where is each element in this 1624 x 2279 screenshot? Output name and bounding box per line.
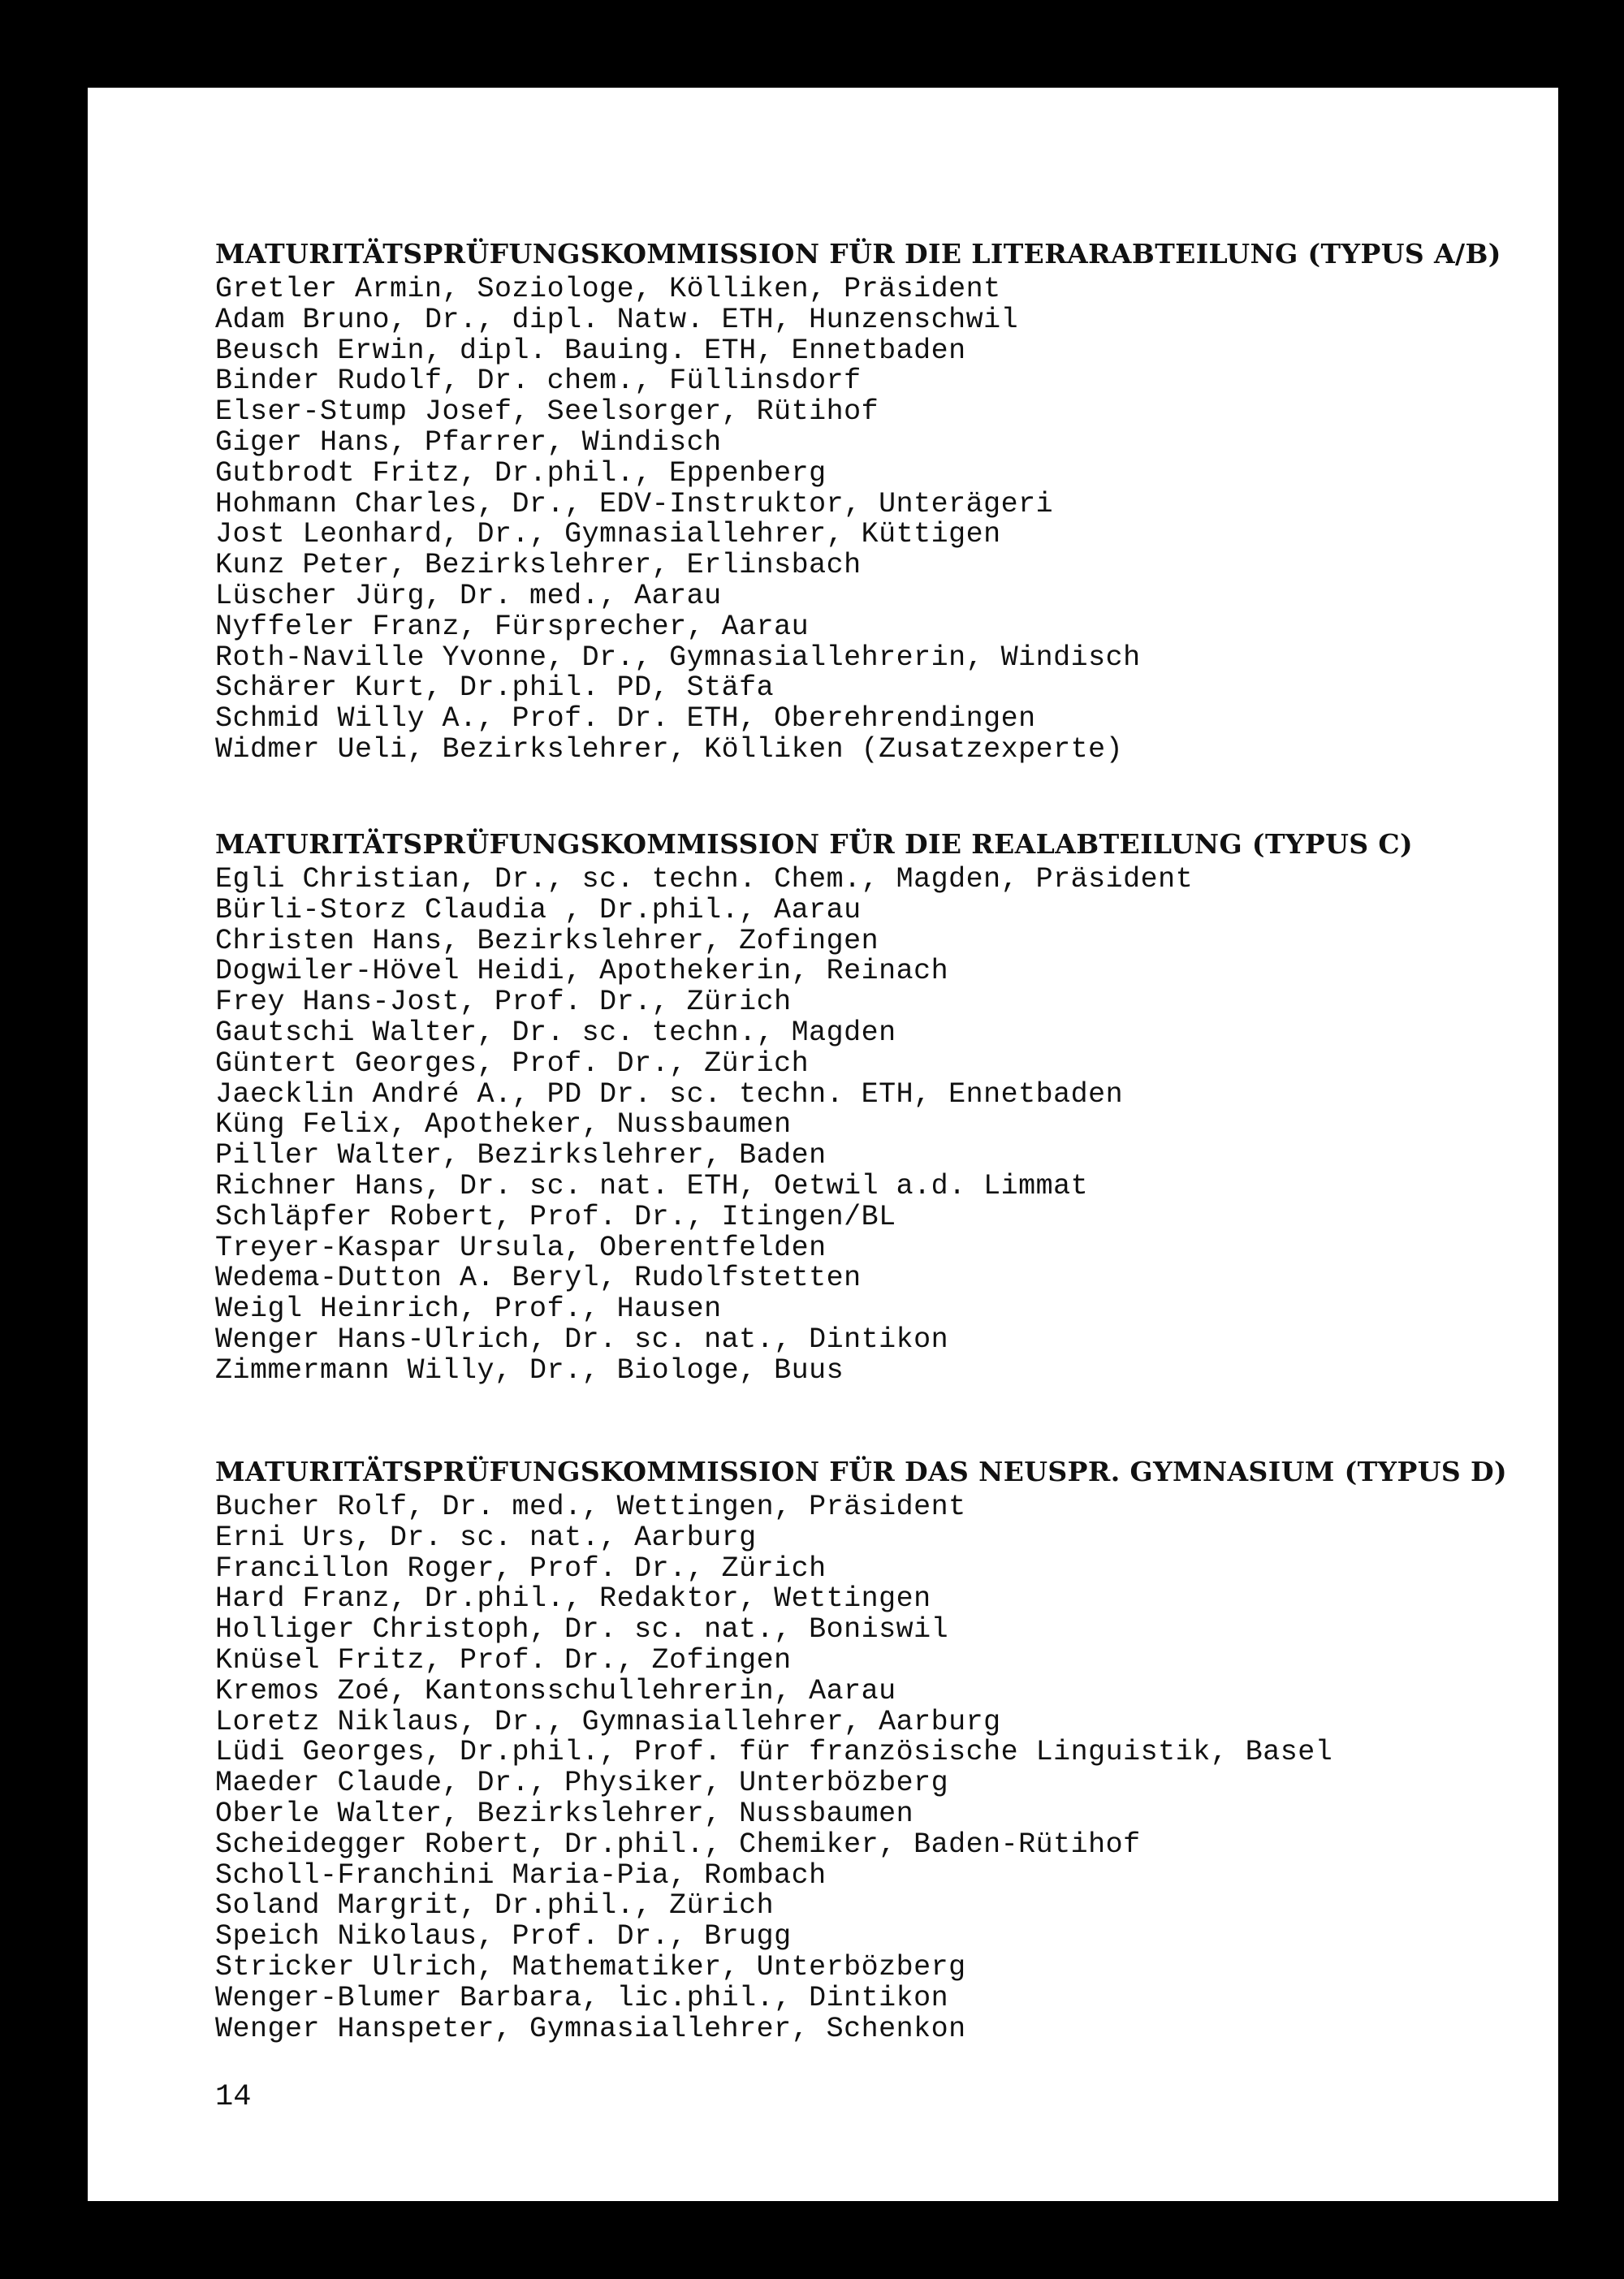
- member-list: [215, 274, 1547, 766]
- member-entry: Holliger Christoph, Dr. sc. nat., Boniswil: [215, 1613, 949, 1647]
- member-entry: Speich Nikolaus, Prof. Dr., Brugg: [215, 1920, 792, 1953]
- member-entry: Kremos Zoé, Kantonsschullehrerin, Aarau: [215, 1674, 896, 1707]
- member-entry: Erni Urs, Dr. sc. nat., Aarburg: [215, 1521, 757, 1554]
- member-entry: Roth-Naville Yvonne, Dr., Gymnasiallehrerin, Windisch: [215, 641, 1141, 674]
- member-entry: Beusch Erwin, dipl. Bauing. ETH, Ennetbaden: [215, 334, 966, 367]
- document-page: [88, 88, 1558, 2201]
- member-entry: Francillon Roger, Prof. Dr., Zürich: [215, 1552, 827, 1585]
- member-entry: Güntert Georges, Prof. Dr., Zürich: [215, 1047, 810, 1080]
- member-entry: Soland Margrit, Dr.phil., Zürich: [215, 1889, 775, 1923]
- member-entry: Wenger Hans-Ulrich, Dr. sc. nat., Dintikon: [215, 1323, 949, 1356]
- member-entry: Lüdi Georges, Dr.phil., Prof. für französische Linguistik, Basel: [215, 1736, 1333, 1769]
- member-entry: Gutbrodt Fritz, Dr.phil., Eppenberg: [215, 456, 827, 490]
- page-number: 14: [215, 2080, 252, 2114]
- member-entry: Weigl Heinrich, Prof., Hausen: [215, 1293, 722, 1326]
- member-entry: Frey Hans-Jost, Prof. Dr., Zürich: [215, 986, 792, 1019]
- member-entry: Gautschi Walter, Dr. sc. techn., Magden: [215, 1016, 896, 1049]
- member-entry: Adam Bruno, Dr., dipl. Natw. ETH, Hunzenschwil: [215, 303, 1019, 336]
- member-entry: Kunz Peter, Bezirkslehrer, Erlinsbach: [215, 549, 862, 582]
- member-entry: Schärer Kurt, Dr.phil. PD, Stäfa: [215, 671, 775, 705]
- section-heading: MATURITÄTSPRÜFUNGSKOMMISSION FÜR DIE REALABTEILUNG (TYPUS C): [215, 828, 1414, 860]
- member-entry: Richner Hans, Dr. sc. nat. ETH, Oetwil a.d. Limmat: [215, 1169, 1089, 1202]
- member-entry: Bucher Rolf, Dr. med., Wettingen, Präsident: [215, 1491, 966, 1523]
- member-entry: Giger Hans, Pfarrer, Windisch: [215, 425, 722, 459]
- member-entry: Knüsel Fritz, Prof. Dr., Zofingen: [215, 1643, 792, 1677]
- member-entry: Widmer Ueli, Bezirkslehrer, Kölliken (Zusatzexperte): [215, 732, 1124, 766]
- member-entry: Jaecklin André A., PD Dr. sc. techn. ETH, Ennetbaden: [215, 1077, 1124, 1111]
- section-heading: MATURITÄTSPRÜFUNGSKOMMISSION FÜR DAS NEUSPR. GYMNASIUM (TYPUS D): [215, 1456, 1508, 1487]
- member-entry: Treyer-Kaspar Ursula, Oberentfelden: [215, 1231, 827, 1264]
- member-list: [215, 865, 1547, 1387]
- member-entry: Egli Christian, Dr., sc. techn. Chem., Magden, Präsident: [215, 863, 1194, 896]
- member-entry: Jost Leonhard, Dr., Gymnasiallehrer, Küttigen: [215, 518, 1001, 551]
- member-entry: Stricker Ulrich, Mathematiker, Unterbözberg: [215, 1950, 966, 1983]
- commission-section-typus-ab: [215, 239, 1547, 766]
- member-entry: Loretz Niklaus, Dr., Gymnasiallehrer, Aarburg: [215, 1705, 1001, 1738]
- member-entry: Hard Franz, Dr.phil., Redaktor, Wettingen: [215, 1582, 931, 1616]
- member-entry: Gretler Armin, Soziologe, Kölliken, Präsident: [215, 273, 1001, 305]
- member-entry: Scholl-Franchini Maria-Pia, Rombach: [215, 1858, 827, 1892]
- member-entry: Schläpfer Robert, Prof. Dr., Itingen/BL: [215, 1200, 896, 1233]
- commission-section-typus-d: [215, 1457, 1547, 2044]
- member-entry: Binder Rudolf, Dr. chem., Füllinsdorf: [215, 365, 862, 398]
- member-list: [215, 1492, 1547, 2044]
- member-entry: Oberle Walter, Bezirkslehrer, Nussbaumen: [215, 1797, 914, 1830]
- member-entry: Bürli-Storz Claudia , Dr.phil., Aarau: [215, 893, 862, 926]
- member-entry: Wenger Hanspeter, Gymnasiallehrer, Schenkon: [215, 2012, 966, 2045]
- member-entry: Christen Hans, Bezirkslehrer, Zofingen: [215, 924, 879, 957]
- member-entry: Zimmermann Willy, Dr., Biologe, Buus: [215, 1353, 844, 1387]
- member-entry: Schmid Willy A., Prof. Dr. ETH, Oberehrendingen: [215, 702, 1036, 736]
- member-entry: Hohmann Charles, Dr., EDV-Instruktor, Unterägeri: [215, 487, 1054, 520]
- member-entry: Nyffeler Franz, Fürsprecher, Aarau: [215, 610, 810, 643]
- member-entry: Küng Felix, Apotheker, Nussbaumen: [215, 1108, 792, 1142]
- member-entry: Wedema-Dutton A. Beryl, Rudolfstetten: [215, 1262, 862, 1295]
- member-entry: Wenger-Blumer Barbara, lic.phil., Dintikon: [215, 1981, 949, 2014]
- member-entry: Dogwiler-Hövel Heidi, Apothekerin, Reinach: [215, 955, 949, 988]
- member-entry: Elser-Stump Josef, Seelsorger, Rütihof: [215, 395, 879, 429]
- member-entry: Lüscher Jürg, Dr. med., Aarau: [215, 579, 722, 612]
- member-entry: Scheidegger Robert, Dr.phil., Chemiker, Baden-Rütihof: [215, 1828, 1141, 1861]
- member-entry: Piller Walter, Bezirkslehrer, Baden: [215, 1139, 827, 1172]
- section-heading: MATURITÄTSPRÜFUNGSKOMMISSION FÜR DIE LITERARABTEILUNG (TYPUS A/B): [215, 238, 1501, 270]
- commission-section-typus-c: [215, 829, 1547, 1387]
- member-entry: Maeder Claude, Dr., Physiker, Unterbözberg: [215, 1767, 949, 1800]
